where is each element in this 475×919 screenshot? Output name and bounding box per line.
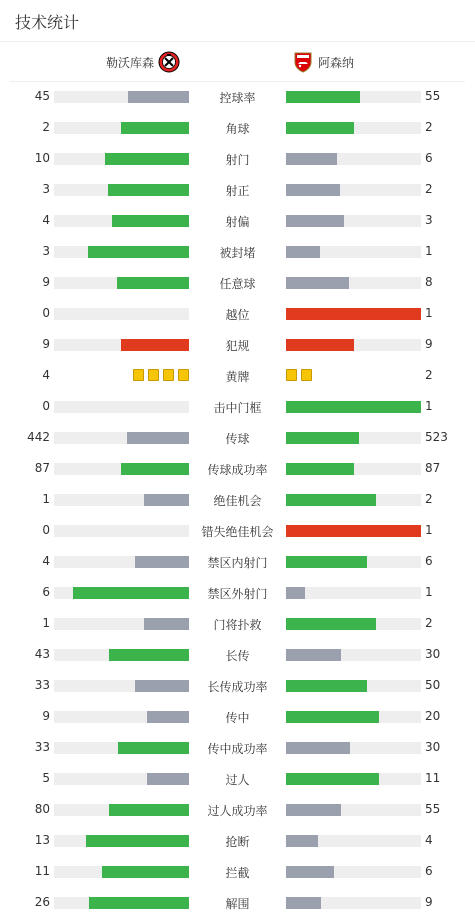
away-bar xyxy=(286,432,421,444)
home-value: 9 xyxy=(42,709,50,723)
away-bar-fill xyxy=(286,463,354,475)
away-value: 50 xyxy=(425,678,441,692)
home-bar xyxy=(54,215,189,227)
away-value: 8 xyxy=(425,275,433,289)
away-bar-fill xyxy=(286,525,421,537)
away-bar-fill xyxy=(286,866,334,878)
away-bar-fill xyxy=(286,153,337,165)
home-bar-fill xyxy=(117,277,189,289)
stat-label: 被封堵 xyxy=(219,246,256,260)
away-value: 9 xyxy=(425,895,433,909)
away-bar-fill xyxy=(286,246,320,258)
home-value: 11 xyxy=(34,864,50,878)
home-bar-fill xyxy=(118,742,189,754)
home-bar xyxy=(54,308,189,320)
stat-row xyxy=(0,267,475,298)
stat-label: 传球 xyxy=(225,432,250,446)
stat-row xyxy=(0,639,475,670)
home-value: 9 xyxy=(42,337,50,351)
away-value: 1 xyxy=(425,523,433,537)
stat-label: 传球成功率 xyxy=(207,463,268,477)
home-bar-fill xyxy=(89,897,189,909)
home-bar xyxy=(54,587,189,599)
home-bar-fill xyxy=(105,153,189,165)
yellow-card-icon xyxy=(301,369,312,381)
away-bar xyxy=(286,184,421,196)
stat-row xyxy=(0,856,475,887)
home-value: 0 xyxy=(42,306,50,320)
away-bar xyxy=(286,835,421,847)
home-value: 442 xyxy=(27,430,50,444)
away-value: 2 xyxy=(425,120,433,134)
stat-label: 犯规 xyxy=(225,339,250,353)
stat-row xyxy=(0,701,475,732)
away-value: 55 xyxy=(425,89,441,103)
away-yellow-cards xyxy=(286,369,421,381)
away-bar-fill xyxy=(286,804,341,816)
stat-row xyxy=(0,112,475,143)
home-value: 2 xyxy=(42,120,50,134)
away-bar xyxy=(286,91,421,103)
away-bar xyxy=(286,649,421,661)
away-bar xyxy=(286,463,421,475)
home-bar xyxy=(54,401,189,413)
away-bar xyxy=(286,711,421,723)
away-bar-fill xyxy=(286,711,379,723)
stat-row xyxy=(0,453,475,484)
stat-row xyxy=(0,298,475,329)
stat-row xyxy=(0,484,475,515)
stat-label: 黄牌 xyxy=(225,370,250,384)
stat-label: 错失绝佳机会 xyxy=(201,525,274,539)
stat-label: 拦截 xyxy=(225,866,250,880)
away-bar-fill xyxy=(286,897,321,909)
stat-row xyxy=(0,732,475,763)
home-bar-fill xyxy=(121,339,189,351)
home-bar xyxy=(54,742,189,754)
stat-row xyxy=(0,515,475,546)
home-bar-fill xyxy=(121,122,189,134)
home-value: 1 xyxy=(42,616,50,630)
home-value: 1 xyxy=(42,492,50,506)
stat-row xyxy=(0,794,475,825)
away-bar xyxy=(286,494,421,506)
home-value: 87 xyxy=(34,461,50,475)
stat-label: 长传 xyxy=(225,649,250,663)
home-bar xyxy=(54,525,189,537)
stats-list xyxy=(0,81,475,918)
home-bar xyxy=(54,556,189,568)
home-bar xyxy=(54,494,189,506)
home-bar xyxy=(54,339,189,351)
home-value: 9 xyxy=(42,275,50,289)
stat-row xyxy=(0,422,475,453)
stat-row xyxy=(0,825,475,856)
home-value: 33 xyxy=(34,740,50,754)
away-bar-fill xyxy=(286,494,376,506)
yellow-card-icon xyxy=(178,369,189,381)
home-value: 4 xyxy=(42,213,50,227)
stat-row xyxy=(0,577,475,608)
away-bar xyxy=(286,556,421,568)
home-bar-fill xyxy=(112,215,189,227)
away-value: 2 xyxy=(425,616,433,630)
home-bar-fill xyxy=(128,91,189,103)
home-bar-fill xyxy=(88,246,189,258)
away-value: 6 xyxy=(425,864,433,878)
home-value: 45 xyxy=(34,89,50,103)
home-bar-fill xyxy=(135,680,189,692)
stat-label: 传中成功率 xyxy=(207,742,268,756)
home-value: 3 xyxy=(42,244,50,258)
stat-label: 击中门框 xyxy=(213,401,262,415)
away-bar xyxy=(286,866,421,878)
home-value: 5 xyxy=(42,771,50,785)
stat-label: 控球率 xyxy=(219,91,256,105)
home-bar xyxy=(54,866,189,878)
home-bar-fill xyxy=(86,835,189,847)
home-value: 4 xyxy=(42,554,50,568)
stat-label: 射正 xyxy=(225,184,250,198)
away-value: 11 xyxy=(425,771,441,785)
away-bar xyxy=(286,804,421,816)
away-value: 6 xyxy=(425,151,433,165)
home-bar-fill xyxy=(144,494,189,506)
home-bar xyxy=(54,91,189,103)
home-bar-fill xyxy=(121,463,189,475)
home-bar-fill xyxy=(109,649,189,661)
yellow-card-icon xyxy=(286,369,297,381)
home-value: 13 xyxy=(34,833,50,847)
home-bar-fill xyxy=(147,773,189,785)
away-bar-fill xyxy=(286,742,350,754)
stat-row xyxy=(0,763,475,794)
away-bar xyxy=(286,308,421,320)
home-value: 33 xyxy=(34,678,50,692)
stat-label: 过人 xyxy=(225,773,250,787)
stat-label: 抢断 xyxy=(225,835,250,849)
home-value: 80 xyxy=(34,802,50,816)
away-bar-fill xyxy=(286,184,340,196)
away-bar xyxy=(286,773,421,785)
away-bar-fill xyxy=(286,401,421,413)
home-value: 3 xyxy=(42,182,50,196)
home-bar xyxy=(54,277,189,289)
away-value: 2 xyxy=(425,492,433,506)
home-bar xyxy=(54,246,189,258)
home-bar-fill xyxy=(147,711,189,723)
away-bar xyxy=(286,246,421,258)
leverkusen-logo-icon xyxy=(158,51,180,73)
home-bar xyxy=(54,153,189,165)
away-bar xyxy=(286,401,421,413)
stat-row xyxy=(0,205,475,236)
home-value: 26 xyxy=(34,895,50,909)
home-team[interactable] xyxy=(106,51,180,73)
yellow-card-icon xyxy=(133,369,144,381)
home-bar-fill xyxy=(108,184,189,196)
away-bar-fill xyxy=(286,122,354,134)
stat-label: 禁区外射门 xyxy=(207,587,268,601)
away-bar-fill xyxy=(286,649,341,661)
away-value: 30 xyxy=(425,740,441,754)
home-bar xyxy=(54,897,189,909)
home-value: 43 xyxy=(34,647,50,661)
stat-row xyxy=(0,174,475,205)
home-value: 4 xyxy=(42,368,50,382)
home-bar xyxy=(54,773,189,785)
away-value: 1 xyxy=(425,585,433,599)
stat-label: 任意球 xyxy=(219,277,256,291)
stat-label: 禁区内射门 xyxy=(207,556,268,570)
away-bar-fill xyxy=(286,587,305,599)
home-bar-fill xyxy=(144,618,189,630)
away-bar-fill xyxy=(286,835,318,847)
away-bar-fill xyxy=(286,215,344,227)
home-bar-fill xyxy=(102,866,189,878)
home-bar-fill xyxy=(73,587,189,599)
away-bar xyxy=(286,897,421,909)
away-value: 6 xyxy=(425,554,433,568)
home-value: 0 xyxy=(42,399,50,413)
home-bar xyxy=(54,432,189,444)
away-value: 87 xyxy=(425,461,441,475)
stat-label: 解围 xyxy=(225,897,250,911)
away-team[interactable] xyxy=(292,51,354,73)
yellow-card-icon xyxy=(163,369,174,381)
home-bar xyxy=(54,835,189,847)
away-bar-fill xyxy=(286,308,421,320)
home-bar xyxy=(54,122,189,134)
stat-row xyxy=(0,391,475,422)
page-title: 技术统计 xyxy=(15,13,80,32)
home-value: 6 xyxy=(42,585,50,599)
away-bar xyxy=(286,587,421,599)
stat-label: 角球 xyxy=(225,122,250,136)
home-bar xyxy=(54,184,189,196)
home-yellow-cards xyxy=(54,369,189,381)
away-value: 55 xyxy=(425,802,441,816)
away-bar xyxy=(286,277,421,289)
home-bar-fill xyxy=(127,432,189,444)
stat-row xyxy=(0,360,475,391)
away-bar-fill xyxy=(286,339,354,351)
stat-row xyxy=(0,887,475,918)
away-bar-fill xyxy=(286,773,379,785)
away-value: 3 xyxy=(425,213,433,227)
stat-row xyxy=(0,236,475,267)
away-bar xyxy=(286,680,421,692)
away-value: 20 xyxy=(425,709,441,723)
away-bar-fill xyxy=(286,432,359,444)
stat-label: 门将扑救 xyxy=(213,618,262,632)
away-bar-fill xyxy=(286,680,367,692)
home-team-name: 勒沃库森 xyxy=(105,55,154,70)
stat-row xyxy=(0,143,475,174)
away-bar xyxy=(286,525,421,537)
stat-label: 越位 xyxy=(225,308,250,322)
teams-header xyxy=(10,41,465,82)
home-bar xyxy=(54,463,189,475)
stat-label: 传中 xyxy=(225,711,250,725)
stat-label: 绝佳机会 xyxy=(213,494,262,508)
away-value: 30 xyxy=(425,647,441,661)
away-bar xyxy=(286,618,421,630)
home-bar-fill xyxy=(135,556,189,568)
stat-row xyxy=(0,608,475,639)
away-value: 4 xyxy=(425,833,433,847)
stat-label: 射偏 xyxy=(225,215,250,229)
yellow-card-icon xyxy=(148,369,159,381)
home-value: 0 xyxy=(42,523,50,537)
stat-label: 过人成功率 xyxy=(207,804,268,818)
stat-row xyxy=(0,546,475,577)
away-value: 2 xyxy=(425,368,433,382)
home-bar xyxy=(54,649,189,661)
away-bar-fill xyxy=(286,618,376,630)
away-bar xyxy=(286,742,421,754)
away-value: 2 xyxy=(425,182,433,196)
home-bar-fill xyxy=(109,804,189,816)
home-bar xyxy=(54,618,189,630)
away-value: 1 xyxy=(425,244,433,258)
stat-row xyxy=(0,329,475,360)
header xyxy=(0,0,475,42)
away-bar xyxy=(286,339,421,351)
away-bar xyxy=(286,215,421,227)
stat-row xyxy=(0,670,475,701)
away-bar xyxy=(286,153,421,165)
arsenal-logo-icon xyxy=(292,51,314,73)
away-value: 523 xyxy=(425,430,448,444)
away-team-name: 阿森纳 xyxy=(318,55,355,70)
away-bar-fill xyxy=(286,556,367,568)
away-bar-fill xyxy=(286,91,360,103)
away-bar-fill xyxy=(286,277,349,289)
home-bar xyxy=(54,711,189,723)
away-value: 1 xyxy=(425,306,433,320)
home-bar xyxy=(54,804,189,816)
away-bar xyxy=(286,122,421,134)
stat-label: 射门 xyxy=(225,153,250,167)
home-bar xyxy=(54,680,189,692)
stat-label: 长传成功率 xyxy=(207,680,268,694)
home-value: 10 xyxy=(34,151,50,165)
away-value: 9 xyxy=(425,337,433,351)
away-value: 1 xyxy=(425,399,433,413)
stat-row xyxy=(0,81,475,112)
